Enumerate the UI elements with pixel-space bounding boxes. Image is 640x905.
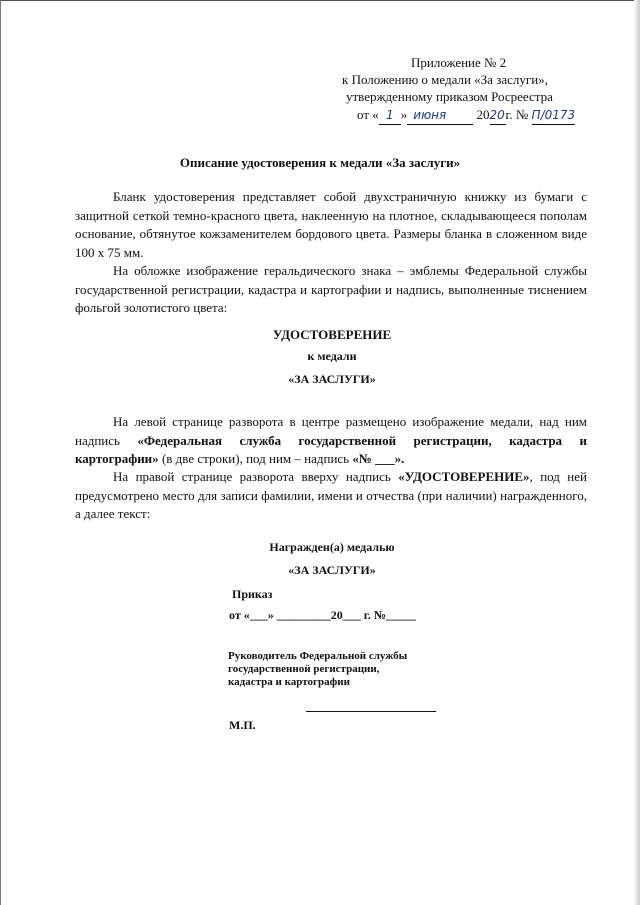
- number-label: г. №: [505, 107, 529, 122]
- head-line-2: государственной регистрации,: [228, 663, 380, 675]
- paragraph-4-text-c: , под ней предусмотрено место для записи фамилии, имени и отчества (при наличии) награжденного, а далее текст:: [75, 469, 587, 521]
- paragraph-1: Бланк удостоверения представляет собой двухстраничную книжку из бумаги с защитной сеткой темно-красного цвета, наклеенную на плотное, складывающееся пополам основание, обтянутое кожзаменителем бордового цвета. Размеры бланка в сложенном виде 100 х 75 мм.: [75, 189, 587, 260]
- date-month-field: [407, 106, 473, 125]
- appendix-date-line: [357, 106, 575, 125]
- award-line-1: Награжден(а) медалью: [269, 540, 395, 554]
- appendix-number: Приложение № 2: [411, 55, 507, 70]
- cover-line-1: УДОСТОВЕРЕНИЕ: [272, 327, 392, 342]
- date-day-field: [379, 106, 401, 125]
- date-mid: »: [400, 107, 408, 122]
- paragraph-blank-description: [75, 188, 587, 262]
- cover-line-3: «ЗА ЗАСЛУГИ»: [288, 372, 376, 386]
- order-date-line: от «___» _________20___ г. №_____: [229, 608, 416, 622]
- scan-right-edge: [634, 0, 640, 905]
- stamp-place: М.П.: [229, 718, 256, 732]
- paragraph-3-text-c: (в две строки), под ним – надпись: [158, 451, 353, 466]
- date-month: июня: [413, 108, 447, 122]
- order-number: П/0173: [532, 107, 576, 125]
- appendix-regulation: к Положению о медали «За заслуги»,: [342, 72, 548, 87]
- year-prefix: 20: [476, 107, 490, 122]
- scan-top-edge: [0, 0, 640, 1]
- head-line-3: кадастра и картографии: [228, 676, 350, 688]
- signature-line: [306, 711, 436, 712]
- award-line-2: «ЗА ЗАСЛУГИ»: [288, 563, 376, 577]
- paragraph-2: На обложке изображение геральдического знака – эмблемы Федеральной службы государственной регистрации, кадастра и картографии и надпись, выполненные тиснением фольгой золотистого цвета:: [75, 263, 587, 315]
- cover-line-2: к медали: [307, 349, 357, 363]
- date-day: 1: [385, 108, 394, 122]
- paragraph-right-page: [75, 468, 587, 524]
- appendix-order: утвержденному приказом Росреестра: [346, 89, 553, 104]
- date-year: 20: [490, 107, 506, 125]
- paragraph-3-number: «№ ___».: [352, 451, 405, 466]
- document-title: Описание удостоверения к медали «За заслуги»: [179, 155, 461, 170]
- head-line-1: Руководитель Федеральной службы: [228, 650, 408, 662]
- paragraph-4: [75, 468, 587, 524]
- paragraph-left-page: [75, 413, 587, 469]
- order-label: Приказ: [232, 587, 273, 601]
- date-prefix: от «: [357, 107, 379, 122]
- paragraph-4-certificate: «УДОСТОВЕРЕНИЕ»: [398, 469, 530, 484]
- paragraph-3: [75, 413, 587, 469]
- paragraph-cover: [75, 262, 587, 318]
- paragraph-4-text-a: На правой странице разворота вверху надпись: [113, 469, 399, 484]
- scan-left-edge: [0, 0, 1, 905]
- paragraph-3-text-a: На левой странице разворота в центре размещено изображение медали, над ним надпись: [75, 414, 587, 448]
- paragraph-3-service-name: «Федеральная служба государственной регистрации, кадастра и картографии»: [75, 432, 587, 466]
